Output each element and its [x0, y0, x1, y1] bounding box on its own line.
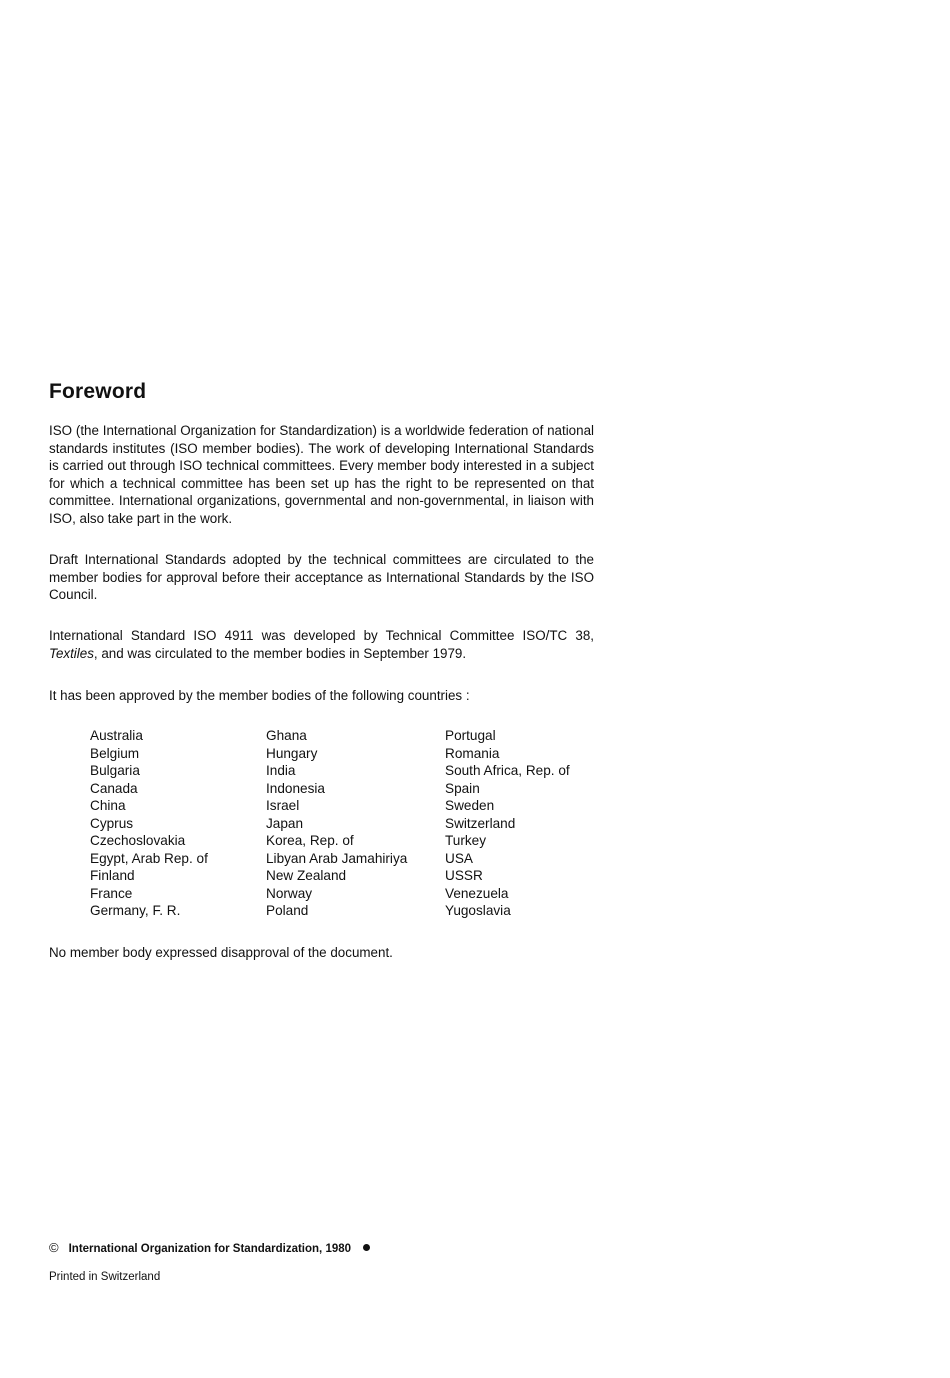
- page-title: Foreword: [49, 380, 147, 403]
- country-list-column-2: [266, 727, 407, 920]
- country-item: Czechoslovakia: [90, 833, 186, 848]
- country-item: Egypt, Arab Rep. of: [90, 850, 208, 866]
- country-list-column-1: [90, 727, 208, 920]
- paragraph-3-text-start: International Standard ISO 4911 was developed by Technical Committee ISO/TC 38,: [49, 628, 594, 643]
- country-item: Portugal: [445, 728, 496, 743]
- country-item: Romania: [445, 745, 500, 761]
- committee-title-italic: Textiles: [49, 645, 94, 661]
- country-item: Hungary: [266, 745, 318, 761]
- country-item: South Africa, Rep. of: [445, 763, 570, 778]
- country-item: New Zealand: [266, 868, 347, 883]
- country-item: USSR: [445, 868, 483, 883]
- country-item: Korea, Rep. of: [266, 833, 354, 848]
- country-item: USA: [445, 850, 473, 866]
- country-item: Norway: [266, 885, 313, 901]
- country-item: Venezuela: [445, 885, 509, 901]
- foreword-paragraph-1: ISO (the International Organization for Standardization) is a worldwide federation of national standards institutes (ISO member bodies). The work of developing International Standards is carried out through ISO technical committees. Every member body interested in a subject for which a technical committee has been set up has the right to be represented on that committee. International organizations, governmental and non-governmental, in liaison with ISO, also take part in the work.: [49, 423, 594, 526]
- country-item: Spain: [445, 780, 480, 796]
- country-item: Yugoslavia: [445, 903, 511, 918]
- country-item: Australia: [90, 728, 143, 743]
- country-list-column-3: [445, 727, 570, 920]
- copyright-text: International Organization for Standardization, 1980: [68, 1243, 352, 1255]
- country-item: Ghana: [266, 728, 307, 743]
- country-item: Indonesia: [266, 780, 325, 796]
- country-item: Bulgaria: [90, 763, 140, 778]
- paragraph-3-text-end: , and was circulated to the member bodies in September 1979.: [93, 645, 467, 661]
- bullet-dot-icon: [363, 1244, 370, 1251]
- copyright-line: [49, 1240, 370, 1255]
- foreword-paragraph-2: Draft International Standards adopted by the technical committees are circulated to the member bodies for approval before their acceptance as International Standards by the ISO Council.: [49, 552, 594, 603]
- country-item: Switzerland: [445, 815, 516, 831]
- country-item: Libyan Arab Jamahiriya: [266, 850, 408, 866]
- country-item: Germany, F. R.: [90, 903, 181, 918]
- country-item: India: [266, 763, 296, 778]
- country-item: Turkey: [445, 833, 487, 848]
- country-item: Canada: [90, 780, 138, 796]
- country-item: Cyprus: [90, 815, 134, 831]
- disapproval-statement: No member body expressed disapproval of the document.: [49, 945, 393, 960]
- country-item: Finland: [90, 868, 135, 883]
- country-item: Belgium: [90, 745, 140, 761]
- country-item: Japan: [266, 815, 304, 831]
- copyright-symbol: ©: [49, 1240, 59, 1255]
- country-item: Israel: [266, 798, 300, 813]
- country-item: Poland: [266, 903, 309, 918]
- printed-in-line: Printed in Switzerland: [49, 1271, 161, 1283]
- approval-intro-paragraph: It has been approved by the member bodies of the following countries :: [49, 688, 470, 703]
- foreword-paragraph-3: [49, 627, 594, 662]
- country-item: China: [90, 798, 126, 813]
- country-item: France: [90, 885, 133, 901]
- country-item: Sweden: [445, 798, 495, 813]
